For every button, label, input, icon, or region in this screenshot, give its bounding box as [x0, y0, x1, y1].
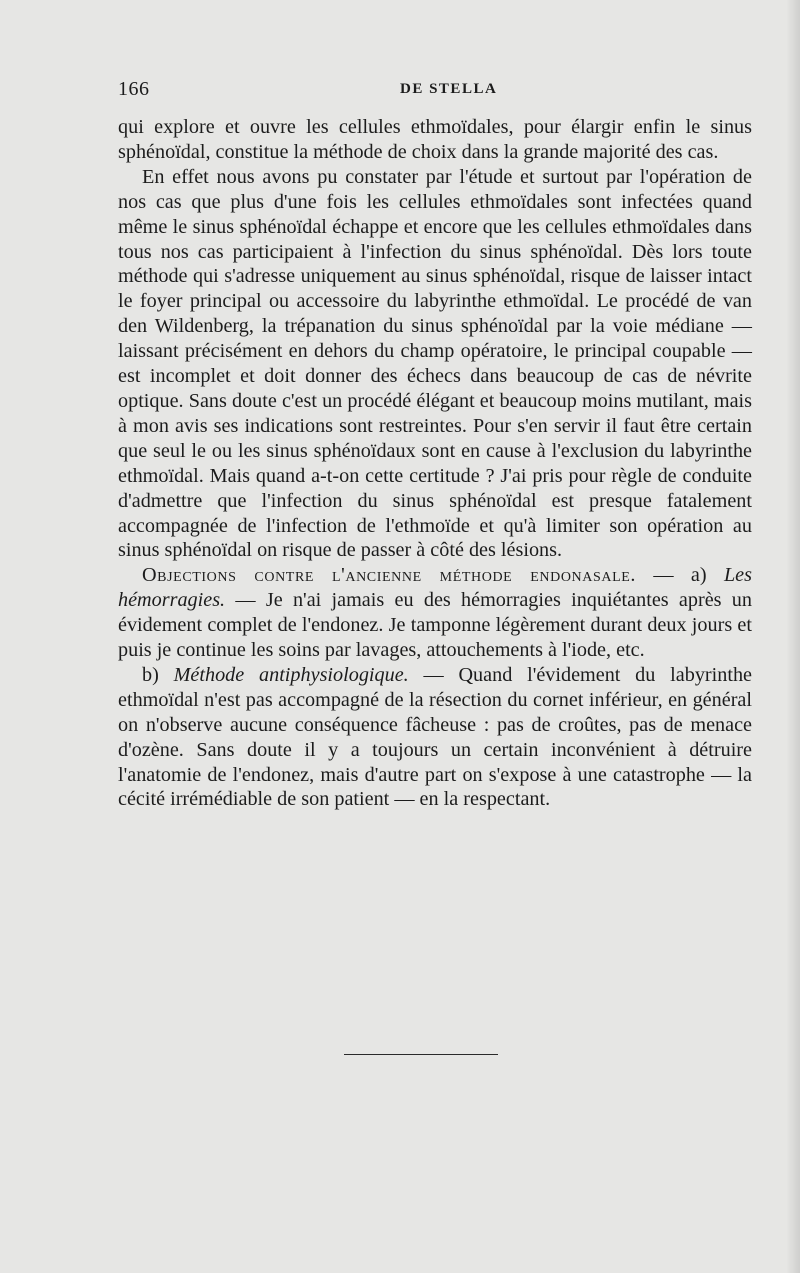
paragraph-2: En effet nous avons pu constater par l'étude et surtout par l'opération de nos cas que plus d'une fois les cellules ethmoïdales sont infectées quand même le sinus sphénoïdal échappe et encore que les cellules ethmoïdales dans tous nos cas participaient à l'infection du sinus sphénoïdal. Dès lors toute méthode qui s'adresse uniquement au sinus sphénoïdal, risque de laisser intact le foyer principal ou accessoire du labyrinthe ethmoïdal. Le procédé de van den Wildenberg, la trépanation du sinus sphénoïdal par la voie médiane — laissant précisément en dehors du champ opératoire, le principal coupable — est incomplet et doit donner des échecs dans beaucoup de cas de névrite optique. Sans doute c'est un procédé élégant et beaucoup moins mutilant, mais à mon avis ses indications sont restreintes. Pour s'en servir il faut être certain que seul le ou les sinus sphénoïdaux sont en cause à l'exclusion du labyrinthe ethmoïdal. Mais quand a-t-on cette certitude ? J'ai pris pour règle de conduite d'admettre que l'infection du sinus sphénoïdal est presque fatalement accompagnée de l'infection de l'ethmoïde et qu'à limiter son opération au sinus sphénoïdal on risque de passer à côté des lésions. [118, 165, 752, 562]
section-end-rule [344, 1054, 498, 1055]
subsection-label-b: b) [142, 663, 174, 686]
paragraph-4 [118, 663, 752, 812]
page-header [118, 78, 738, 104]
subheading-antiphysiological: Méthode antiphysiologique. [173, 663, 409, 686]
subsection-label-a: — a) [636, 564, 724, 587]
paragraph-3 [118, 563, 752, 663]
paragraph-1: qui explore et ouvre les cellules ethmoïdales, pour élargir enfin le sinus sphénoïdal, constitue la méthode de choix dans la grande majorité des cas. [118, 116, 752, 163]
running-head: DE STELLA [400, 81, 498, 97]
paragraph-4-text: — Quand l'évidement du labyrinthe ethmoïdal n'est pas accompagné de la résection du cornet inférieur, en général on n'observe aucune conséquence fâcheuse : pas de croûtes, pas de menace d'ozène. Sans doute il y a toujours un certain inconvénient à détruire l'anatomie de l'endonez, mais d'autre part on s'expose à une catastrophe — la cécité irrémédiable de son patient — en la respectant. [118, 663, 752, 811]
paragraph-3-text: — Je n'ai jamais eu des hémorragies inquiétantes après un évidement complet de l'endonez. Je tamponne légèrement durant deux jours et puis je continue les soins par lavages, attouchements à l'iode, etc. [118, 589, 752, 662]
page-number: 166 [118, 78, 150, 100]
body-text [118, 115, 752, 812]
section-heading-objections: Objections contre l'ancienne méthode endonasale. [142, 564, 637, 587]
subheading-hemorrhages: Les hémorragies. [118, 564, 752, 612]
